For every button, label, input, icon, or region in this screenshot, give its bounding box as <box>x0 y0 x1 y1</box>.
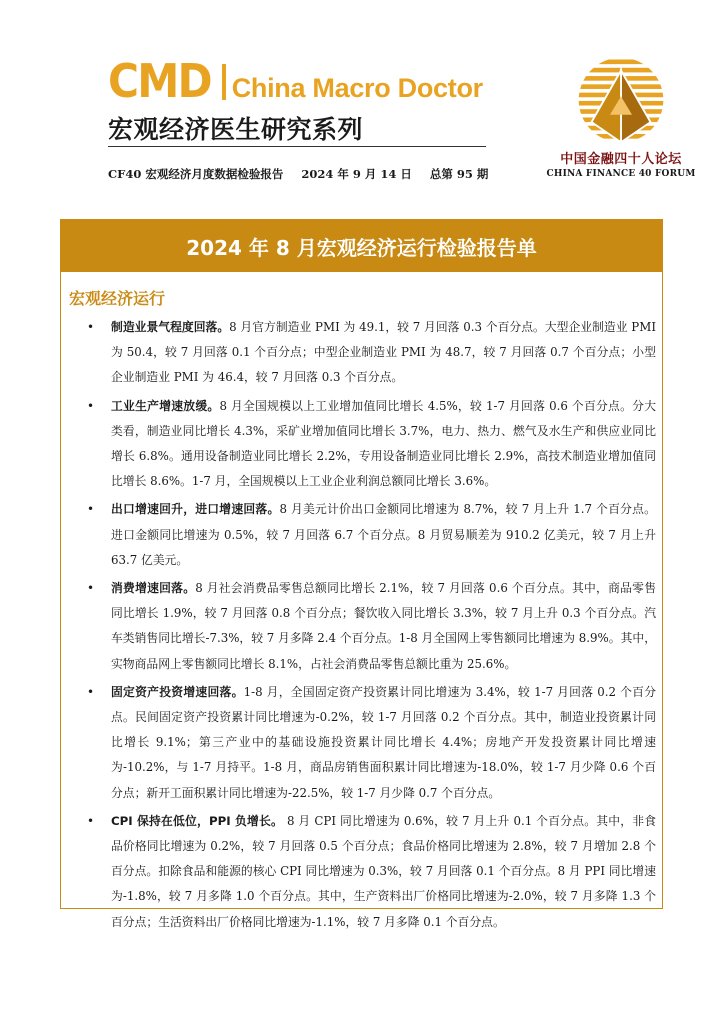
item-lead: 出口增速回升，进口增速回落。 <box>111 502 280 517</box>
report-meta <box>108 166 502 182</box>
list-item <box>111 576 656 677</box>
list-item <box>111 394 656 495</box>
item-lead: 工业生产增速放缓。 <box>111 398 220 413</box>
header-rule <box>108 146 486 147</box>
item-lead: 消费增速回落。 <box>111 581 196 596</box>
item-body: 8 月社会消费品零售总额同比增长 2.1%，较 7 月回落 0.6 个百分点。其中，商品零售同比增长 1.9%，较 7 月回落 0.8 个百分点；餐饮收入同比增长 3.3%，较 7 月上升 0.3 个百分点。汽车类销售同比增长-7.3%，较 7 月多降 2.4 个百分点。1-8 月全国网上零售额同比增速为 8.9%。其中，实物商品网上零售额同比增长 8.1%，占社会消费品零售总额比重为 25.6%。 <box>111 581 656 671</box>
meta-date: 2024 年 9 月 14 日 <box>301 167 412 181</box>
report-card <box>60 219 663 929</box>
item-body: 8 月 CPI 同比增速为 0.6%，较 7 月上升 0.1 个百分点。其中，非食品价格同比增速为 0.2%，较 7 月回落 0.5 个百分点；食品价格同比增速为 2.8%，较 7 月增加 2.8 个百分点。扣除食品和能源的核心 CPI 同比增速为 0.3%，较 7 月回落 0.1 个百分点。8 月 PPI 同比增速为-1.8%，较 7 月多降 1.0 个百分点。其中，生产资料出厂价格同比增速为-2.0%，较 7 月多降 1.3 个百分点；生活资料出厂价格同比增速为-1.1%，较 7 月多降 0.1 个百分点。 <box>111 813 656 929</box>
brand-english-name: China Macro Doctor <box>231 73 483 103</box>
brand-divider <box>222 64 226 100</box>
meta-series: CF40 宏观经济月度数据检验报告 <box>108 167 284 181</box>
list-item <box>111 497 656 573</box>
item-lead: 固定资产投资增速回落。 <box>111 684 244 699</box>
item-lead: CPI 保持在低位，PPI 负增长。 <box>111 813 284 828</box>
list-item <box>111 315 656 391</box>
item-body: 8 月全国规模以上工业增加值同比增长 4.5%，较 1-7 月回落 0.6 个百分点。分大类看，制造业同比增长 4.3%，采矿业增加值同比增长 3.7%，电力、热力、燃气及水生产和供应业同比增长 6.8%。通用设备制造业同比增长 2.2%，专用设备制造业同比增长 2.9%，高技术制造业增加值同比增长 8.6%。1-7 月，全国规模以上工业企业利润总额同比增长 3.6%。 <box>111 398 656 489</box>
list-item <box>111 680 656 806</box>
cmd-logo: CMD <box>108 54 211 108</box>
brand-chinese-name: 宏观经济医生研究系列 <box>108 115 364 144</box>
section-title: 宏观经济运行 <box>69 289 166 308</box>
item-body: 8 月官方制造业 PMI 为 49.1，较 7 月回落 0.3 个百分点。大型企业制造业 PMI 为 50.4，较 7 月回落 0.1 个百分点；中型企业制造业 PMI 为 48.7，较 7 月回落 0.7 个百分点；小型企业制造业 PMI 为 46.4，较 7 月回落 0.3 个百分点。 <box>111 320 656 385</box>
meta-issue: 总第 95 期 <box>429 167 489 181</box>
item-body: 8 月美元计价出口金额同比增速为 8.7%，较 7 月上升 1.7 个百分点。进口金额同比增速为 0.5%，较 7 月回落 6.7 个百分点。8 月贸易顺差为 910.2 亿美元，较 7 月上升 63.7 亿美元。 <box>111 502 656 567</box>
forum-name-en: CHINA FINANCE 40 FORUM <box>546 169 696 179</box>
indicator-list <box>61 315 662 935</box>
brand-header <box>108 54 483 146</box>
item-body: 1-8 月，全国固定资产投资累计同比增速为 3.4%，较 1-7 月回落 0.2 个百分点。民间固定资产投资累计同比增速为-0.2%，较 1-7 月回落 0.2 个百分点。其中，制造业投资累计同比增长 9.1%；第三产业中的基础设施投资累计同比增长 4.4%；房地产开发投资累计同比增速为-10.2%，与 1-7 月持平。1-8 月，商品房销售面积累计同比增速为-18.0%，较 1-7 月少降 0.6 个百分点；新开工面积累计同比增速为-22.5%，较 1-7 月少降 0.7 个百分点。 <box>111 684 656 800</box>
report-title: 2024 年 8 月宏观经济运行检验报告单 <box>61 220 662 272</box>
list-item <box>111 809 656 935</box>
forum-logo <box>546 54 696 179</box>
item-lead: 制造业景气程度回落。 <box>111 320 230 334</box>
forum-emblem-icon <box>575 54 667 146</box>
forum-name-cn: 中国金融四十人论坛 <box>560 152 682 167</box>
brand-logo-row <box>108 54 483 108</box>
